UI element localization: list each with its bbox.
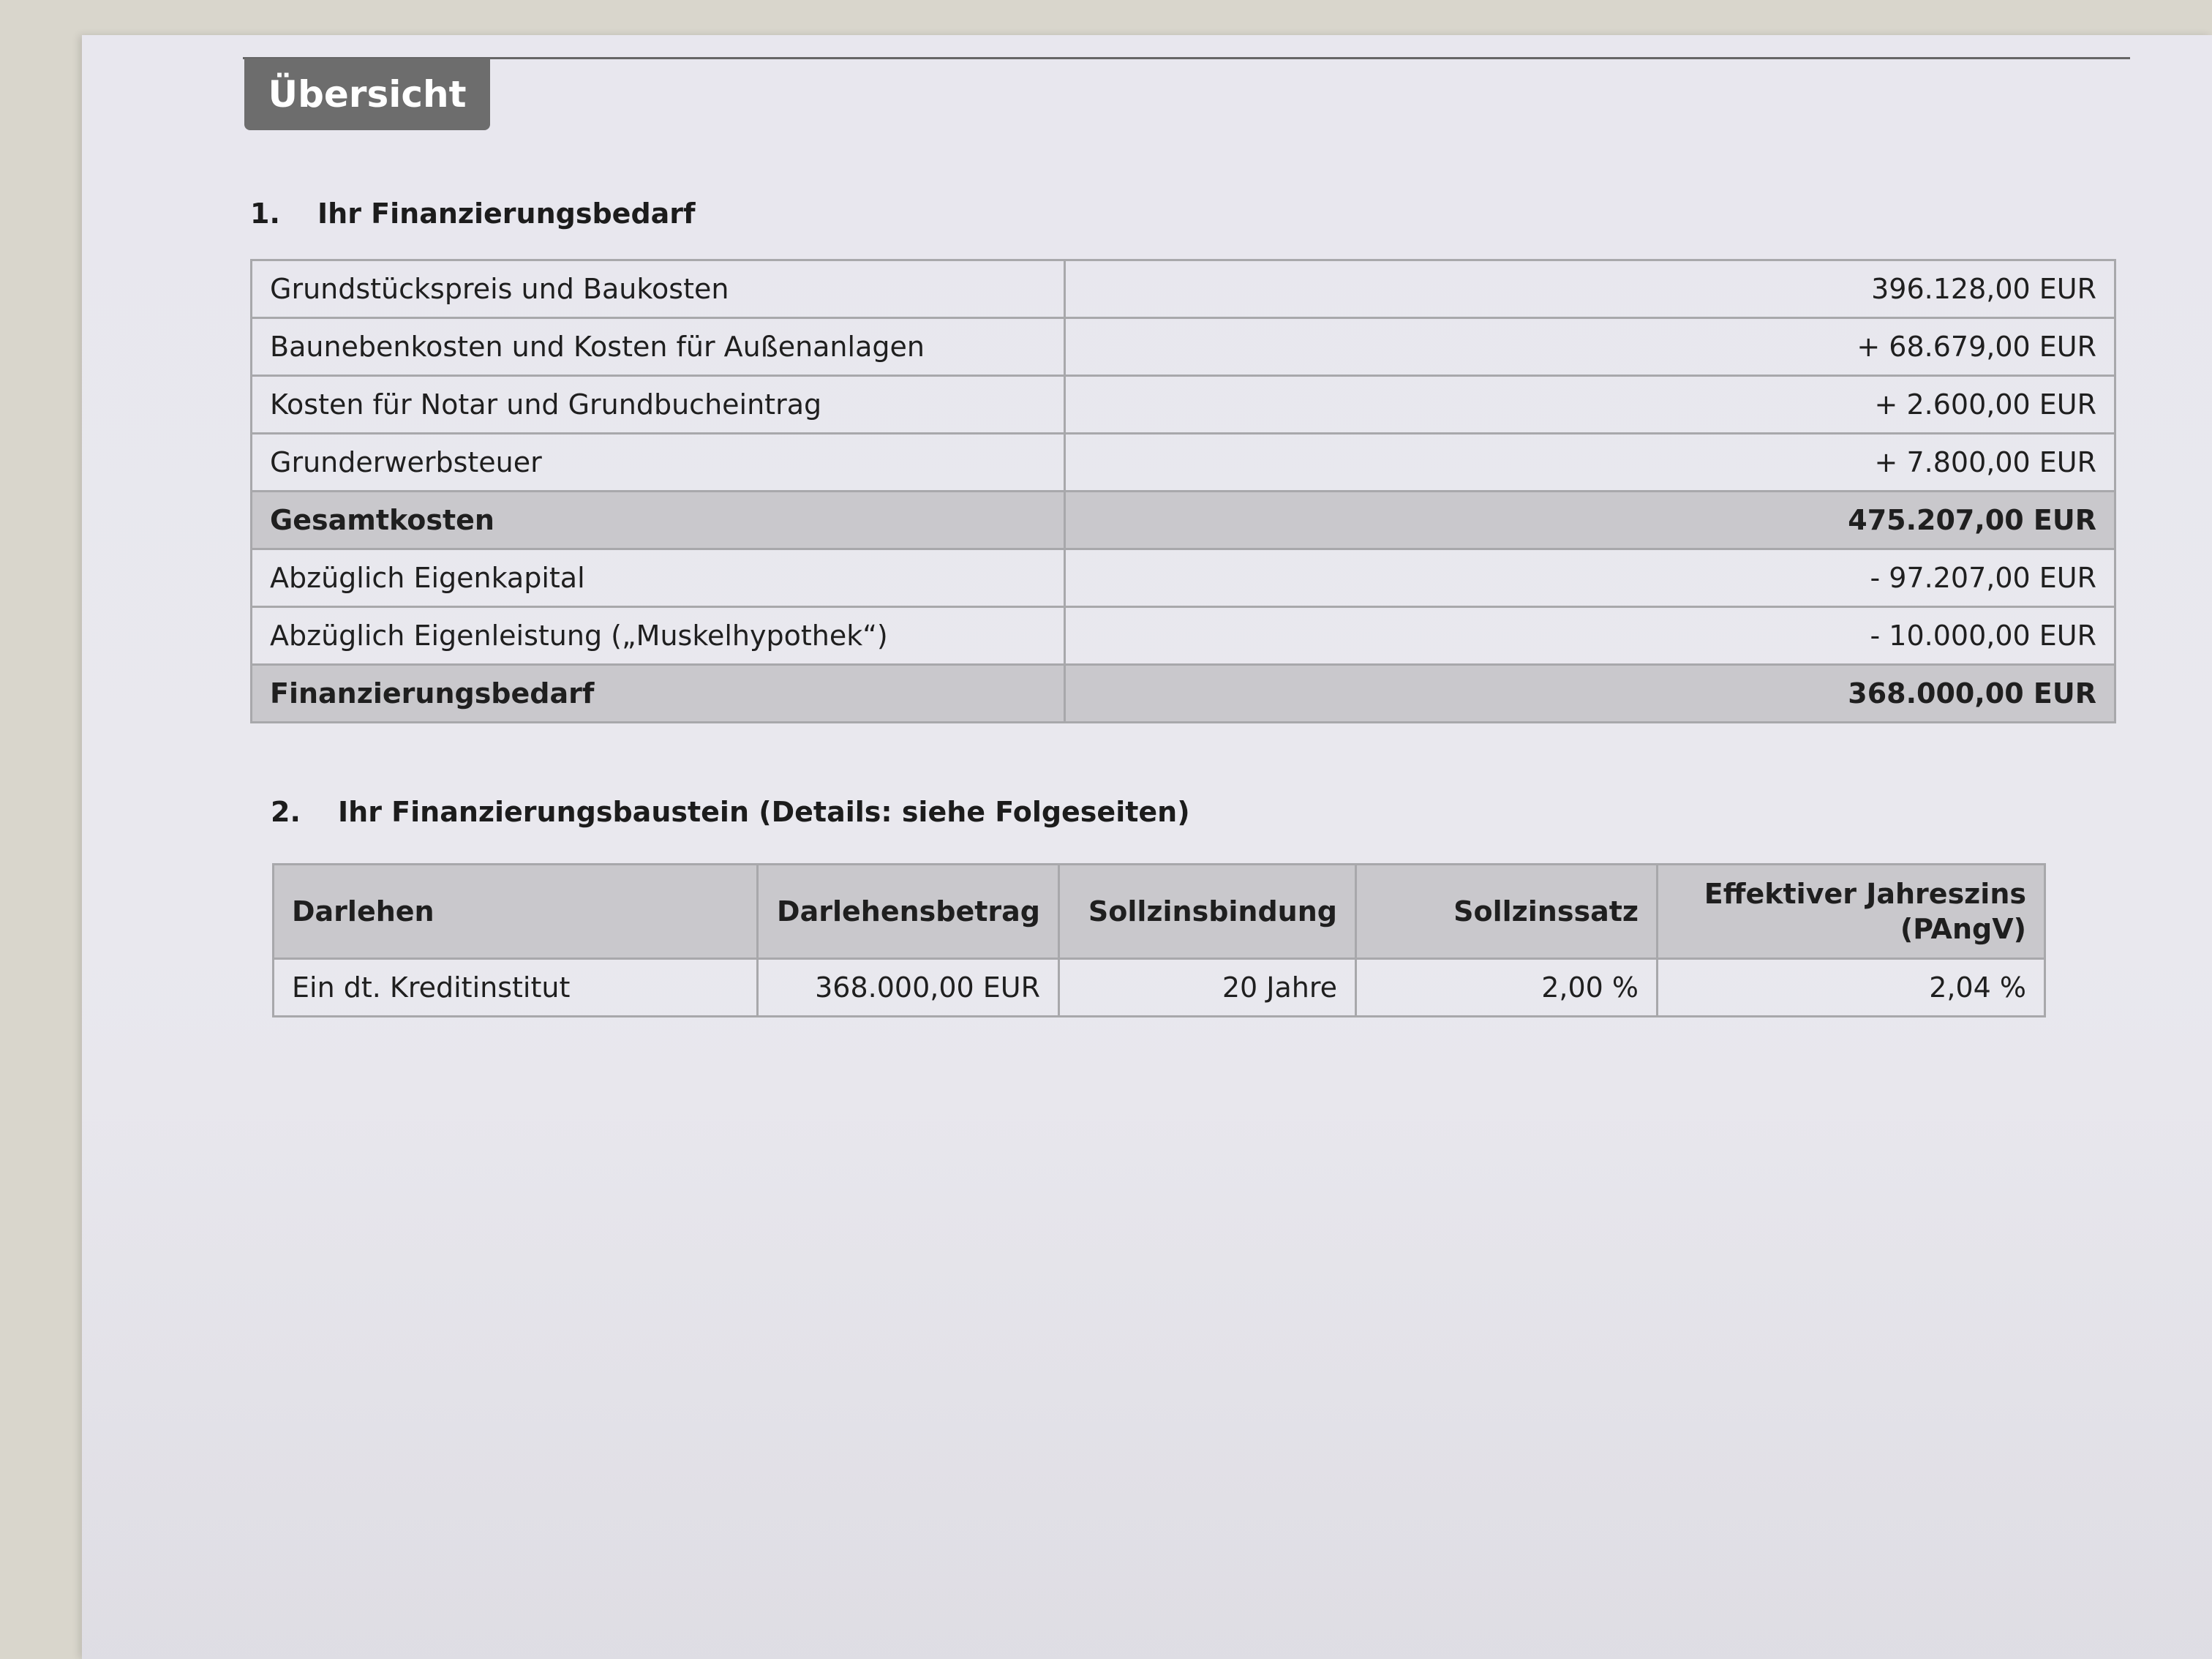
- row-value: 368.000,00 EUR: [1065, 665, 2115, 723]
- row-label: Finanzierungsbedarf: [252, 665, 1065, 723]
- section1-title: Ihr Finanzierungsbedarf: [317, 198, 696, 230]
- row-value: + 7.800,00 EUR: [1065, 434, 2115, 492]
- section1-number: 1.: [250, 198, 280, 230]
- table-row: [274, 959, 2045, 1017]
- document-page: [82, 35, 2212, 1659]
- row-value: 475.207,00 EUR: [1065, 492, 2115, 549]
- financing-needs-table: [250, 259, 2116, 723]
- row-label: Gesamtkosten: [252, 492, 1065, 549]
- table-header-row: [274, 865, 2045, 959]
- row-value: - 97.207,00 EUR: [1065, 549, 2115, 607]
- cell-darlehen: Ein dt. Kreditinstitut: [274, 959, 758, 1017]
- header-effektiv-line2: (PAngV): [1900, 913, 2026, 945]
- header-effektiv-line1: Effektiver Jahreszins: [1704, 878, 2026, 910]
- row-value: + 2.600,00 EUR: [1065, 376, 2115, 434]
- row-label: Abzüglich Eigenkapital: [252, 549, 1065, 607]
- section2-heading: [271, 796, 1190, 828]
- row-value: - 10.000,00 EUR: [1065, 607, 2115, 665]
- table-row: [252, 318, 2115, 376]
- header-effektiver-jahreszins: [1658, 865, 2045, 959]
- cell-sollzinsbindung: 20 Jahre: [1059, 959, 1356, 1017]
- header-sollzinsbindung: Sollzinsbindung: [1059, 865, 1356, 959]
- table-row: [252, 434, 2115, 492]
- section1-heading: [250, 198, 696, 230]
- section2-number: 2.: [271, 796, 301, 828]
- cell-darlehensbetrag: 368.000,00 EUR: [758, 959, 1059, 1017]
- page-title: Übersicht: [244, 59, 490, 130]
- row-value: 396.128,00 EUR: [1065, 260, 2115, 318]
- table-row: [252, 376, 2115, 434]
- table-row: [252, 549, 2115, 607]
- row-label: Abzüglich Eigenleistung („Muskelhypothek“): [252, 607, 1065, 665]
- table-row: [252, 260, 2115, 318]
- row-label: Kosten für Notar und Grundbucheintrag: [252, 376, 1065, 434]
- section2-title: Ihr Finanzierungsbaustein (Details: siehe Folgeseiten): [338, 796, 1190, 828]
- row-label: Grundstückspreis und Baukosten: [252, 260, 1065, 318]
- cell-sollzinssatz: 2,00 %: [1356, 959, 1658, 1017]
- header-darlehensbetrag: Darlehensbetrag: [758, 865, 1059, 959]
- row-label: Baunebenkosten und Kosten für Außenanlagen: [252, 318, 1065, 376]
- cell-effektiver-jahreszins: 2,04 %: [1658, 959, 2045, 1017]
- header-darlehen: Darlehen: [274, 865, 758, 959]
- row-label: Grunderwerbsteuer: [252, 434, 1065, 492]
- header-rule: [243, 57, 2130, 59]
- total-row-gesamtkosten: [252, 492, 2115, 549]
- row-value: + 68.679,00 EUR: [1065, 318, 2115, 376]
- total-row-finanzierungsbedarf: [252, 665, 2115, 723]
- header-sollzinssatz: Sollzinssatz: [1356, 865, 1658, 959]
- loan-components-table: [272, 863, 2046, 1017]
- table-row: [252, 607, 2115, 665]
